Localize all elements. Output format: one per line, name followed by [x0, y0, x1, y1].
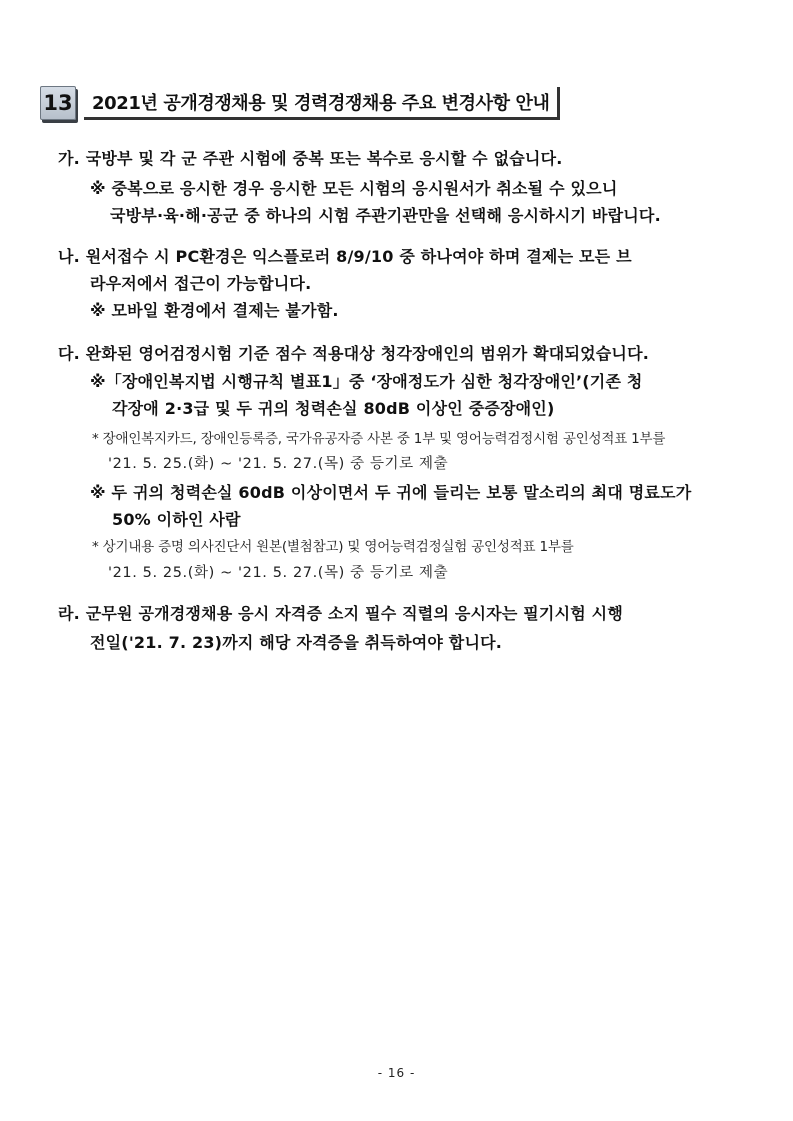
- item-ra-line1: 라. 군무원 공개경쟁채용 응시 자격증 소지 필수 직렬의 응시자는 필기시험 시행: [58, 604, 623, 623]
- item-da-note2b: 50% 이하인 사람: [112, 510, 241, 529]
- section-title-box: [84, 87, 560, 120]
- item-na-line1: 나. 원서접수 시 PC환경은 익스플로러 8/9/10 중 하나여야 하며 결제는 모든 브: [58, 247, 632, 266]
- item-na-note1: ※ 모바일 환경에서 결제는 불가함.: [90, 301, 339, 320]
- item-na-line2: 라우저에서 접근이 가능합니다.: [90, 274, 312, 293]
- section-number-badge: 13: [40, 86, 76, 120]
- page-number: - 16 -: [377, 1066, 416, 1080]
- item-da-note1b: 각장애 2·3급 및 두 귀의 청력손실 80dB 이상인 중증장애인): [112, 399, 555, 418]
- item-da-note1a: ※「장애인복지법 시행규칙 별표1」중 ‘장애정도가 심한 청각장애인’(기존 청: [90, 372, 643, 391]
- item-ga-line1: 가. 국방부 및 각 군 주관 시험에 중복 또는 복수로 응시할 수 없습니다.: [58, 149, 563, 168]
- section-title: 2021년 공개경쟁채용 및 경력경쟁채용 주요 변경사항 안내: [92, 92, 550, 114]
- item-ra-line2: 전일('21. 7. 23)까지 해당 자격증을 취득하여야 합니다.: [90, 633, 503, 652]
- item-da-line1: 다. 완화된 영어검정시험 기준 점수 적용대상 청각장애인의 범위가 확대되었습니다.: [58, 344, 650, 363]
- section-header: [40, 86, 560, 120]
- item-da-sub1a: * 장애인복지카드, 장애인등록증, 국가유공자증 사본 중 1부 및 영어능력검정시험 공인성적표 1부를: [92, 431, 666, 447]
- item-ga-note2: 국방부·육·해·공군 중 하나의 시험 주관기관만을 선택해 응시하시기 바랍니다.: [110, 206, 661, 225]
- item-da-sub2b: '21. 5. 25.(화) ~ '21. 5. 27.(목) 중 등기로 제출: [108, 565, 449, 581]
- item-da-note2a: ※ 두 귀의 청력손실 60dB 이상이면서 두 귀에 들리는 보통 말소리의 최대 명료도가: [90, 483, 692, 502]
- item-ga-note1: ※ 중복으로 응시한 경우 응시한 모든 시험의 응시원서가 취소될 수 있으니: [90, 179, 618, 198]
- item-da-sub1b: '21. 5. 25.(화) ~ '21. 5. 27.(목) 중 등기로 제출: [108, 456, 449, 472]
- item-da-sub2a: * 상기내용 증명 의사진단서 원본(별첨참고) 및 영어능력검정실험 공인성적표 1부를: [92, 539, 574, 555]
